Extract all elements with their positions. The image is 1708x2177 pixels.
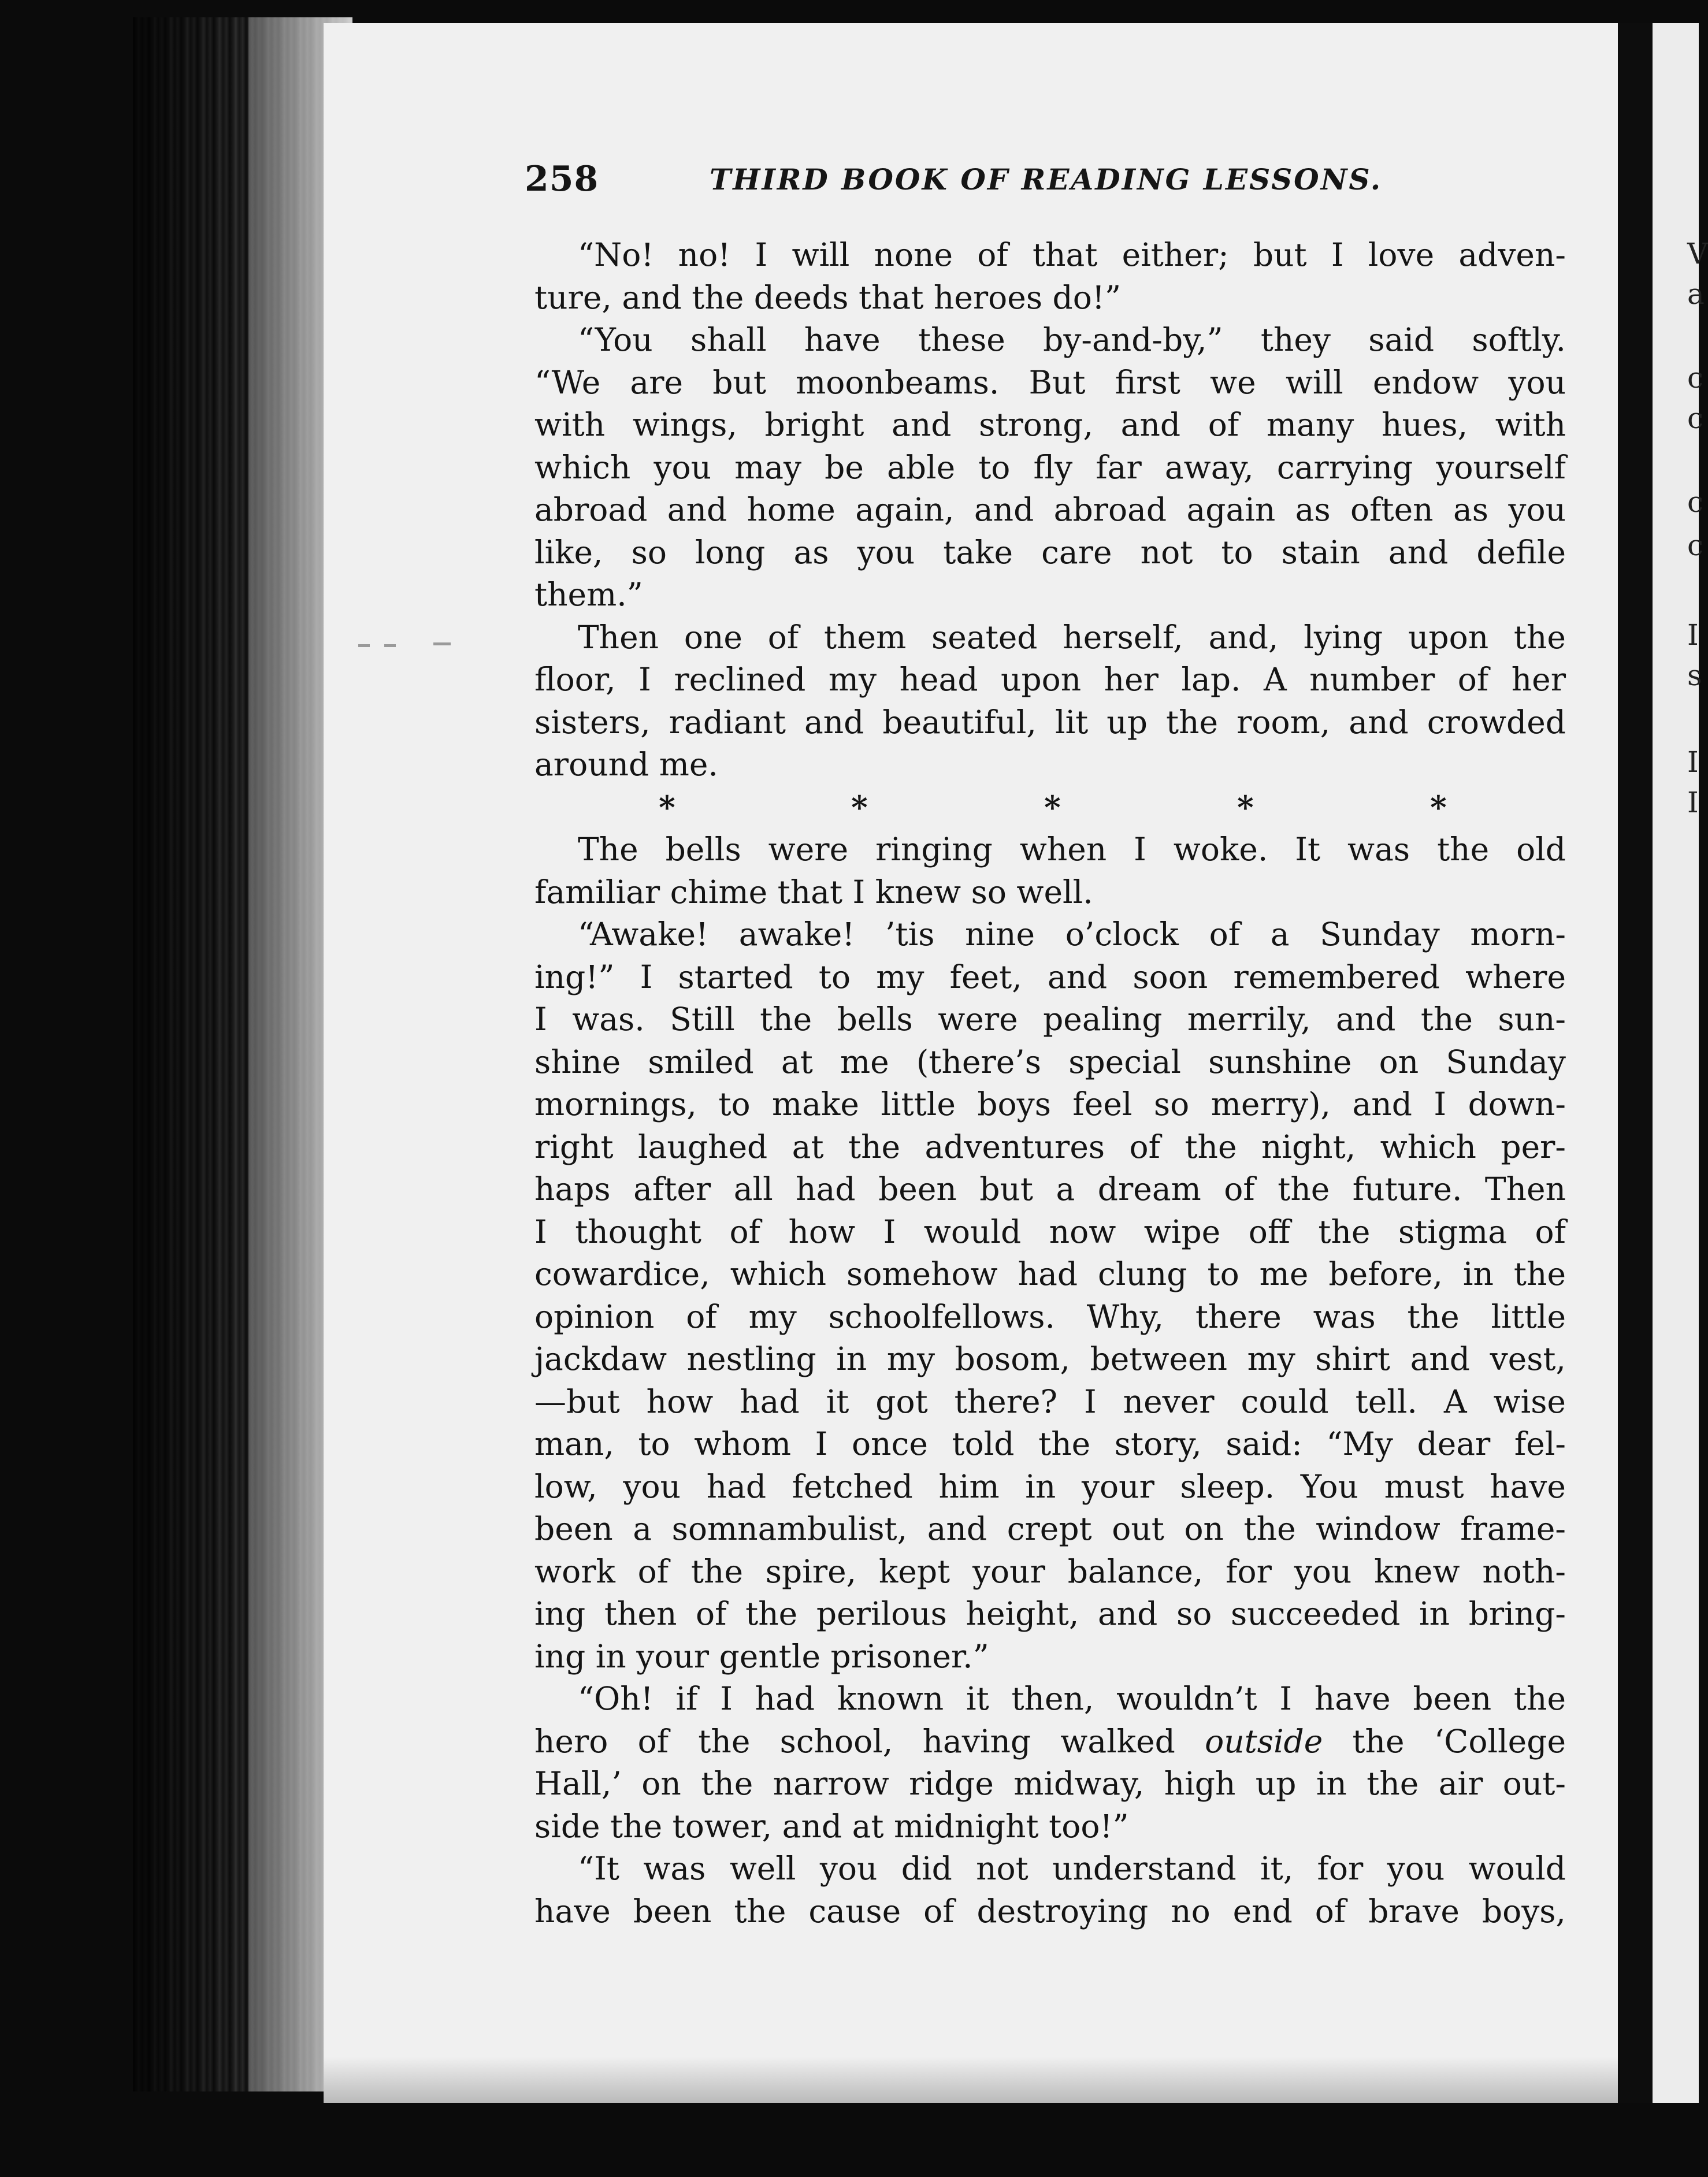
text-line: I was. Still the bells were pealing merrily, and the sun- — [534, 1001, 1566, 1038]
text-line: opinion of my schoolfellows. Why, there was the little — [534, 1298, 1566, 1335]
adjacent-page-strip — [1653, 23, 1699, 2103]
italic-word: outside — [1205, 1722, 1323, 1760]
text-line: Then one of them seated herself, and, lying upon the — [578, 618, 1566, 656]
adjacent-page-letter: a — [1687, 277, 1705, 311]
page-number: 258 — [525, 159, 599, 199]
text-line: work of the spire, kept your balance, for you knew noth- — [534, 1552, 1566, 1590]
text-line: around me. — [534, 746, 718, 783]
text-line: “Oh! if I had known it then, wouldn’t I have been the — [578, 1680, 1566, 1717]
text-line: mornings, to make little boys feel so merry), and I down- — [534, 1086, 1566, 1123]
text-line: The bells were ringing when I woke. It was the old — [578, 831, 1566, 868]
section-break-star: * — [1044, 788, 1061, 826]
text-line: side the tower, and at midnight too!” — [534, 1807, 1129, 1845]
adjacent-page-letter: I — [1687, 786, 1699, 819]
text-line: man, to whom I once told the story, said: “My dear fel- — [534, 1425, 1566, 1462]
adjacent-page-letter: I — [1687, 745, 1699, 779]
text-line: which you may be able to fly far away, carrying yourself — [534, 448, 1566, 486]
adjacent-page-letter: c — [1687, 402, 1704, 435]
text-line: ing!” I started to my feet, and soon remembered where — [534, 958, 1566, 995]
text-line: “It was well you did not understand it, for you would — [578, 1850, 1566, 1887]
section-break-star: * — [1430, 788, 1447, 826]
text-line: ture, and the deeds that heroes do!” — [534, 278, 1122, 316]
text-line: “You shall have these by-and-by,” they said softly. — [578, 321, 1566, 358]
margin-mark — [358, 644, 370, 647]
text-line: like, so long as you take care not to stain and defile — [534, 533, 1566, 571]
text-line: ing in your gentle prisoner.” — [534, 1637, 989, 1675]
running-head: THIRD BOOK OF READING LESSONS. — [710, 162, 1383, 196]
page-header — [525, 159, 1383, 205]
adjacent-page-letter: s — [1687, 659, 1702, 692]
adjacent-page-letter: c — [1687, 485, 1704, 519]
text-line-with-italic — [534, 1721, 1566, 1763]
text-segment: the ‘College — [1323, 1722, 1566, 1760]
section-break-star: * — [851, 788, 868, 826]
adjacent-page-letter: c — [1687, 529, 1704, 562]
text-line: “We are but moonbeams. But first we will endow you — [534, 363, 1566, 401]
text-line: them.” — [534, 576, 643, 613]
text-line: —but how had it got there? I never could tell. A wise — [534, 1383, 1566, 1420]
text-line: have been the cause of destroying no end of brave boys, — [534, 1892, 1566, 1930]
margin-mark — [384, 644, 396, 647]
text-line: jackdaw nestling in my bosom, between my shirt and vest, — [534, 1340, 1566, 1377]
section-break-star: * — [659, 788, 675, 826]
text-line: ing then of the perilous height, and so succeeded in bring- — [534, 1595, 1566, 1632]
text-line: shine smiled at me (there’s special sunshine on Sunday — [534, 1043, 1566, 1080]
text-line: with wings, bright and strong, and of many hues, with — [534, 406, 1566, 443]
text-line: haps after all had been but a dream of the future. Then — [534, 1171, 1566, 1208]
text-line: floor, I reclined my head upon her lap. A number of her — [534, 661, 1566, 698]
section-break — [534, 786, 1566, 829]
adjacent-page-letter: c — [1687, 361, 1704, 395]
text-line: abroad and home again, and abroad again as often as you — [534, 491, 1566, 528]
book-gutter — [1618, 23, 1653, 2103]
adjacent-page-letter: I — [1687, 618, 1699, 652]
text-line: right laughed at the adventures of the night, which per- — [534, 1128, 1566, 1165]
page-bottom-shadow — [324, 2057, 1618, 2103]
section-break-star: * — [1237, 788, 1254, 826]
text-line: “No! no! I will none of that either; but I love adven- — [578, 236, 1566, 273]
text-line: cowardice, which somehow had clung to me before, in the — [534, 1255, 1566, 1292]
text-line: familiar chime that I knew so well. — [534, 873, 1093, 911]
page-body-text — [534, 234, 1566, 1933]
text-line: low, you had fetched him in your sleep. You must have — [534, 1468, 1566, 1505]
text-segment: hero of the school, having walked — [534, 1722, 1205, 1760]
text-line: “Awake! awake! ’tis nine o’clock of a Sunday morn- — [578, 916, 1566, 953]
adjacent-page-letter: V — [1687, 237, 1708, 270]
text-line: Hall,’ on the narrow ridge midway, high up in the air out- — [534, 1765, 1566, 1802]
margin-mark — [433, 642, 451, 645]
text-line: I thought of how I would now wipe off the stigma of — [534, 1213, 1566, 1250]
text-line: sisters, radiant and beautiful, lit up the room, and crowded — [534, 703, 1566, 741]
text-line: been a somnambulist, and crept out on the window frame- — [534, 1510, 1566, 1547]
